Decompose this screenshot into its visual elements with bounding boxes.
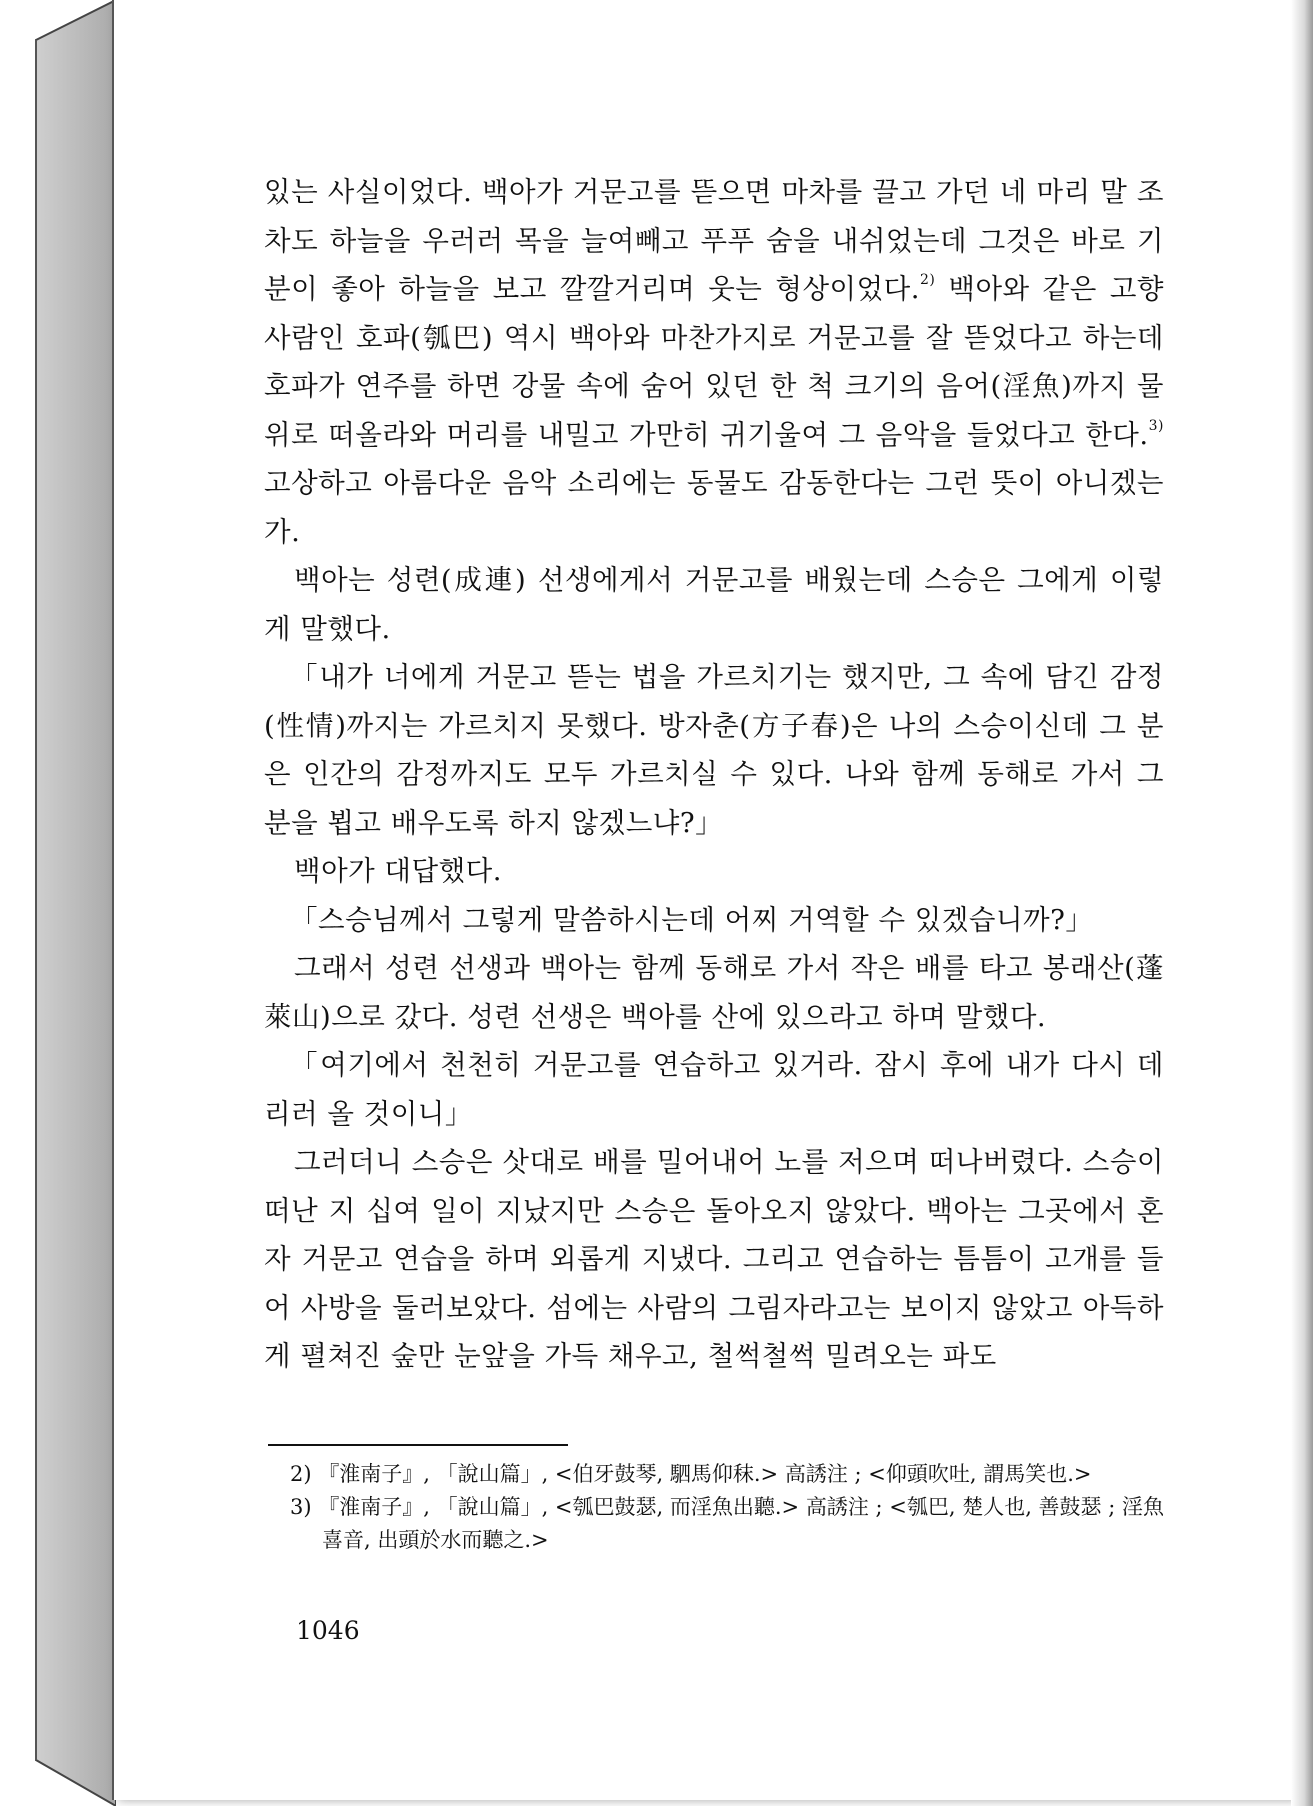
book-spine-side — [0, 0, 116, 1806]
paragraph-1-text-cont: 백아와 같은 고향 사람인 호파(瓠巴) 역시 백아와 마찬가지로 거문고를 잘 뜯었다고 하는데 호파가 연주를 하면 강물 속에 숨어 있던 한 척 크기의 음어(淫魚)까지 물위로 떠올라와 머리를 내밀고 가만히 귀기울여 그 음악을 들었다고 한다. — [264, 273, 1164, 451]
dialogue-3: 「여기에서 천천히 거문고를 연습하고 있거라. 잠시 후에 내가 다시 데리러 올 것이니」 — [264, 1049, 1164, 1130]
paragraph-5: 그러더니 스승은 삿대로 배를 밀어내어 노를 저으며 떠나버렸다. 스승이 떠난 지 십여 일이 지났지만 스승은 돌아오지 않았다. 백아는 그곳에서 혼자 거문고 연습을 하며 외롭게 지냈다. 그리고 연습하는 틈틈이 고개를 들어 사방을 둘러보았다. 섬에는 사람의 그림자라고는 보이지 않았고 아득하게 펼쳐진 숲만 눈앞을 가득 채우고, 철썩철썩 밀려오는 파도 — [264, 1146, 1164, 1372]
footnote-ref-3: 3) — [1148, 417, 1164, 434]
page-right-edge-shadow — [1291, 0, 1313, 1806]
page-number: 1046 — [296, 1616, 360, 1645]
dialogue-1: 「내가 너에게 거문고 뜯는 법을 가르치기는 했지만, 그 속에 담긴 감정(性情)까지는 가르치지 못했다. 방자춘(方子春)은 나의 스승이신데 그 분은 인간의 감정까지도 모두 가르치실 수 있다. 나와 함께 동해로 가서 그 분을 뵙고 배우도록 하지 않겠느냐?」 — [264, 661, 1164, 839]
paragraph-1 — [264, 168, 1164, 556]
dialogue-2: 「스승님께서 그렇게 말씀하시는데 어찌 거역할 수 있겠습니까?」 — [290, 903, 1094, 936]
paragraph-1-text-end: 고상하고 아름다운 음악 소리에는 동물도 감동한다는 그런 뜻이 아니겠는가. — [264, 467, 1164, 548]
paragraph-2: 백아는 성련(成連) 선생에게서 거문고를 배웠는데 스승은 그에게 이렇게 말했다. — [264, 564, 1164, 645]
footnote-divider — [268, 1444, 568, 1446]
footnote-2: 2) 『淮南子』, 「說山篇」, <伯牙鼓琴, 駟馬仰秣.> 高誘注 ; <仰頭吹吐, 謂馬笑也.> — [290, 1462, 1092, 1486]
paragraph-3: 백아가 대답했다. — [294, 855, 502, 887]
main-text — [264, 168, 1164, 1381]
paragraph-1-text: 있는 사실이었다. 백아가 거문고를 뜯으면 마차를 끌고 가던 네 마리 말 조차도 하늘을 우러러 목을 늘여빼고 푸푸 숨을 내쉬었는데 그것은 바로 기분이 좋아 하늘을 보고 깔깔거리며 웃는 형상이었다. — [264, 176, 1165, 305]
footnote-3: 3) 『淮南子』, 「說山篇」, <瓠巴鼓瑟, 而淫魚出聽.> 高誘注 ; <瓠巴, 楚人也, 善鼓瑟 ; 淫魚喜音, 出頭於水而聽之.> — [290, 1495, 1164, 1552]
footnote-ref-2: 2) — [919, 272, 936, 288]
paragraph-4: 그래서 성련 선생과 백아는 함께 동해로 가서 작은 배를 타고 봉래산(蓬萊山)으로 갔다. 성련 선생은 백아를 산에 있으라고 하며 말했다. — [264, 952, 1164, 1033]
footnotes — [290, 1458, 1170, 1557]
